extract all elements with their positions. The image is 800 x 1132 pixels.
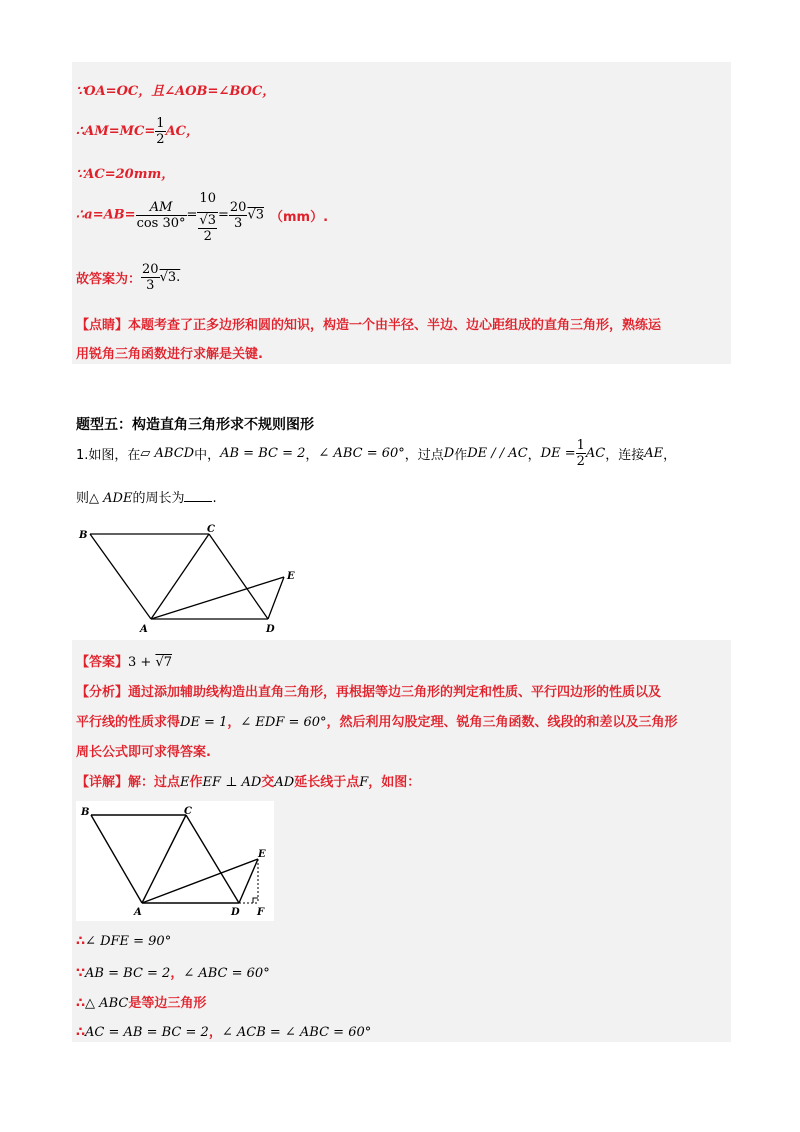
segment-ac bbox=[151, 534, 209, 619]
answer-blank[interactable] bbox=[184, 489, 212, 502]
parallelogram-figure-1 bbox=[76, 522, 316, 640]
problem-line-2: 则△ ADE的周长为 . bbox=[76, 491, 217, 506]
parallelogram-figure-2 bbox=[76, 801, 274, 921]
step-2: ∵AB = BC = 2，∠ ABC = 60° bbox=[76, 966, 270, 981]
solution-line-4: ∴a=AB= $\frac{AM}{\cos 30^\circ}$ = $\frac{10}{\frac{√3}{2}}$ = $\frac{20}{3}$ √3 （mm）. bbox=[76, 186, 328, 244]
label-a: A bbox=[140, 624, 148, 635]
comment-line-1: 【点睛】本题考查了正多边形和圆的知识，构造一个由半径、半边、边心距组成的直角三角形，熟练运 bbox=[76, 318, 662, 333]
fraction-half-problem: $\frac{1}{2}$ bbox=[576, 438, 585, 469]
label-c: C bbox=[207, 524, 215, 535]
label-b: B bbox=[79, 530, 88, 541]
label-f-2: F bbox=[257, 907, 265, 918]
label-d-2: D bbox=[231, 907, 240, 918]
fraction-20-over-3-answer: $\frac{20}{3}$ bbox=[142, 262, 159, 293]
answer-line: 故答案为： $\frac{20}{3}$ √3. bbox=[76, 262, 181, 293]
label-b-2: B bbox=[81, 807, 90, 818]
analysis-line-1: 【分析】通过添加辅助线构造出直角三角形，再根据等边三角形的判定和性质、平行四边形的性质以及 bbox=[76, 685, 662, 700]
analysis-line-3: 周长公式即可求得答案. bbox=[76, 745, 211, 760]
label-a-2: A bbox=[134, 907, 142, 918]
label-e-2: E bbox=[258, 849, 266, 860]
step-1: ∴∠ DFE = 90° bbox=[76, 934, 172, 949]
fraction-20-over-3: $\frac{20}{3}$ bbox=[229, 199, 247, 231]
segment-cd bbox=[209, 534, 268, 619]
fraction-am-cos30: $\frac{AM}{\cos 30^\circ}$ bbox=[136, 199, 186, 231]
label-d: D bbox=[266, 624, 275, 635]
segment-de bbox=[268, 577, 284, 619]
comment-line-2: 用锐角三角函数进行求解是关键. bbox=[76, 347, 263, 362]
solution-line-2: ∴AM=MC= $\frac{1}{2}$ AC， bbox=[76, 116, 199, 147]
step-4: ∴AC = AB = BC = 2，∠ ACB = ∠ ABC = 60° bbox=[76, 1025, 372, 1040]
label-e: E bbox=[287, 571, 295, 582]
solution-line-3: ∵AC=20mm， bbox=[76, 167, 175, 182]
section-title: 题型五：构造直角三角形求不规则图形 bbox=[76, 417, 314, 433]
solution-line-1: ∵OA=OC，且∠AOB=∠BOC， bbox=[76, 84, 276, 99]
problem-line-1: 1.如图，在▱ ABCD中，AB = BC = 2，∠ ABC = 60°，过点D作DE / / AC，DE = $\frac{1}{2}$ AC，连接AE， bbox=[76, 438, 677, 469]
analysis-line-2: 平行线的性质求得DE = 1，∠ EDF = 60°，然后利用勾股定理、锐角三角函数、线段的和差以及三角形 bbox=[76, 715, 678, 730]
segment-ba bbox=[90, 534, 151, 619]
fraction-half: $\frac{1}{2}$ bbox=[156, 116, 165, 147]
fraction-10-over-sqrt3-half: $\frac{10}{\frac{√3}{2}}$ bbox=[197, 186, 218, 244]
step-3: ∴△ ABC是等边三角形 bbox=[76, 996, 207, 1011]
answer-row: 【答案】3 + √7 bbox=[76, 655, 173, 670]
detail-line-1: 【详解】解：过点E作EF ⊥ AD交AD延长线于点F，如图： bbox=[76, 775, 421, 790]
label-c-2: C bbox=[184, 806, 192, 817]
